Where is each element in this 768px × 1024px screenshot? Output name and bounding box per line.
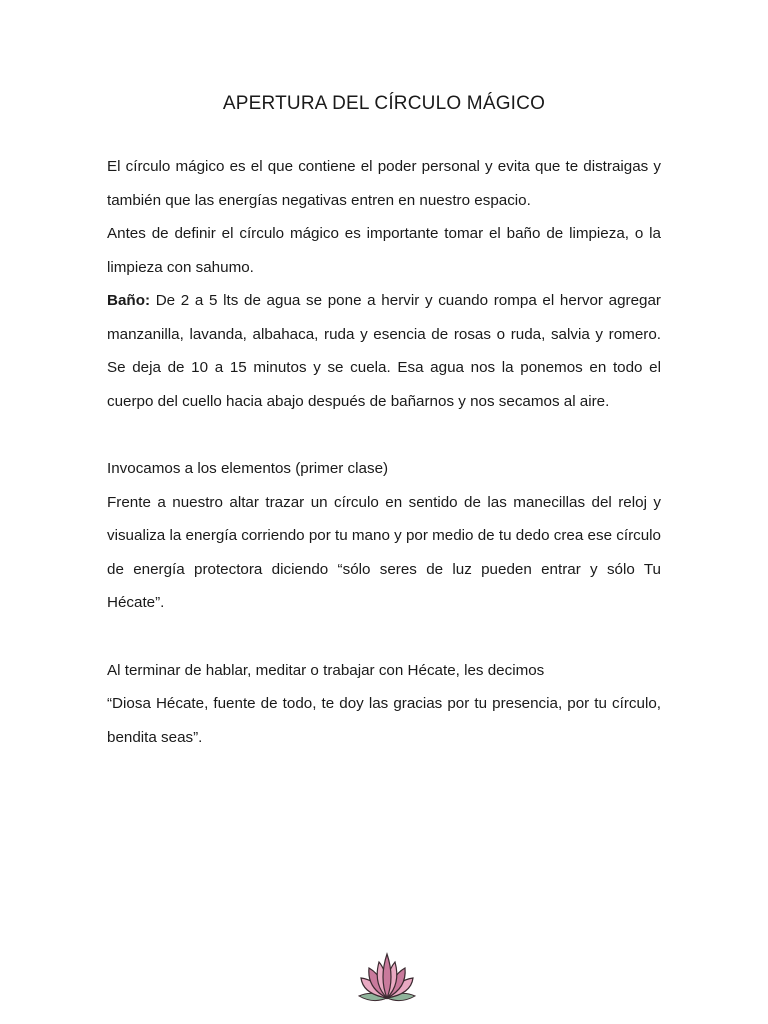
- document-body: [107, 150, 661, 754]
- paragraph-bath: [107, 284, 661, 418]
- page-title: APERTURA DEL CÍRCULO MÁGICO: [222, 93, 546, 114]
- paragraph-intro-2: Antes de definir el círculo mágico es importante tomar el baño de limpieza, o la limpieza con sahumo.: [107, 225, 661, 276]
- bath-text: De 2 a 5 lts de agua se pone a hervir y cuando rompa el hervor agregar manzanilla, lavanda, albahaca, ruda y esencia de rosas o ruda, salvia y romero. Se deja de 10 a 15 minutos y se cuela. Esa agua nos la ponemos en todo el cuerpo del cuello hacia abajo después de bañarnos y nos secamos al aire.: [107, 292, 661, 410]
- closing-quote: “Diosa Hécate, fuente de todo, te doy las gracias por tu presencia, por tu círculo, bendita seas”.: [107, 695, 661, 746]
- invocation-heading: Invocamos a los elementos (primer clase): [107, 460, 389, 477]
- bath-label: Baño:: [107, 292, 151, 309]
- paragraph-intro-1: El círculo mágico es el que contiene el poder personal y evita que te distraigas y también que las energías negativas entren en nuestro espacio.: [107, 158, 661, 209]
- lotus-icon: [355, 950, 419, 1006]
- spacer: [107, 418, 661, 452]
- paragraph-invocation: Frente a nuestro altar trazar un círculo en sentido de las manecillas del reloj y visualiza la energía corriendo por tu mano y por medio de tu dedo crea ese círculo de energía protectora diciendo “sólo seres de luz pueden entrar y sólo Tu Hécate”.: [107, 493, 661, 611]
- closing-intro: Al terminar de hablar, meditar o trabajar con Hécate, les decimos: [107, 661, 545, 679]
- spacer: [107, 620, 661, 654]
